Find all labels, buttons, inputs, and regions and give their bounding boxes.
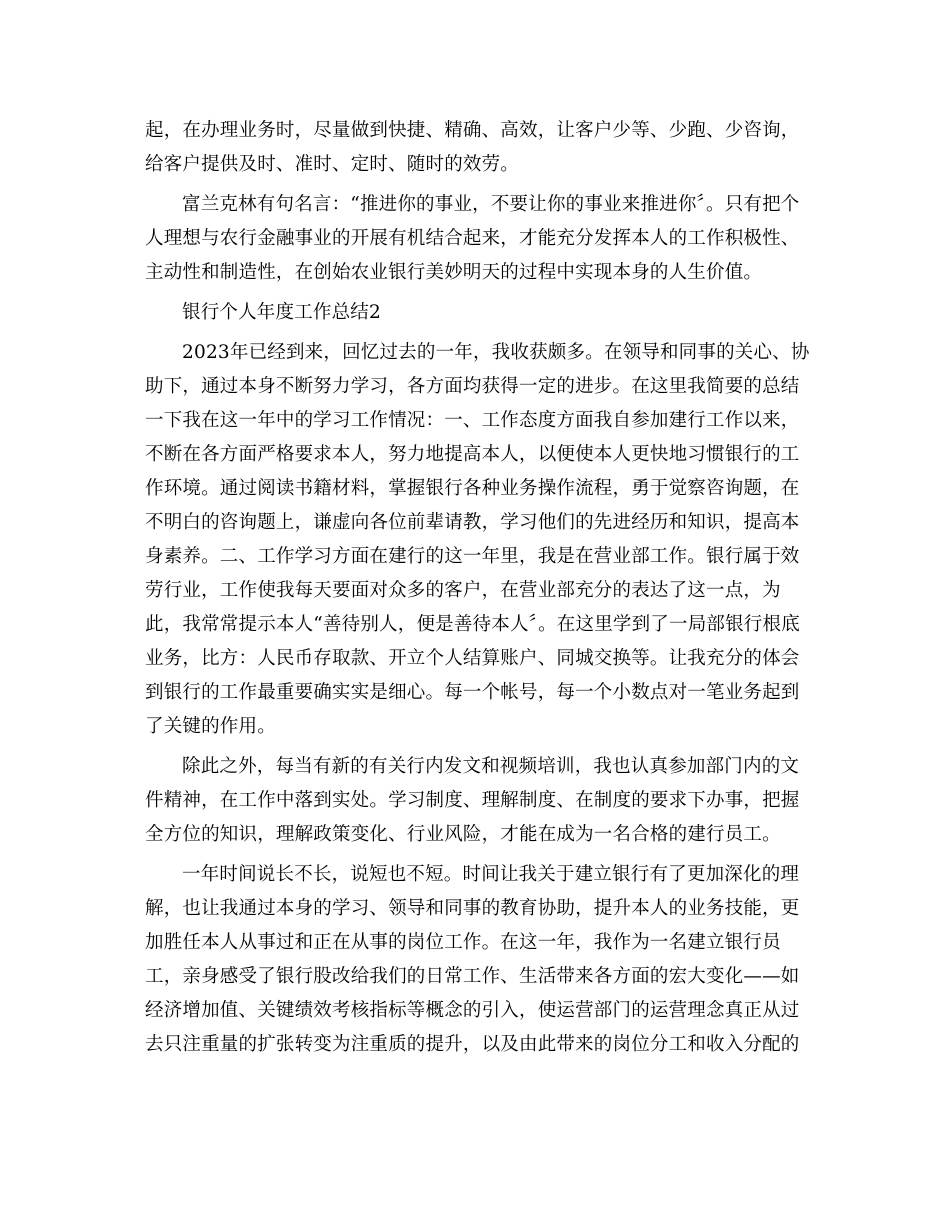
text-line: 全方位的知识，理解政策变化、行业风险，才能在成为一名合格的建行员工。 <box>145 824 781 845</box>
document-body <box>145 114 810 1062</box>
text-line: 不断在各方面严格要求本人，努力地提高本人，以便使本人更快地习惯银行的工 <box>145 444 800 465</box>
text-line: 人理想与农行金融事业的开展有机结合起来，才能充分发挥本人的工作积极性、 <box>145 228 800 249</box>
text-line: 了关键的作用。 <box>145 716 276 737</box>
text-line: 作环境。通过阅读书籍材料，掌握银行各种业务操作流程，勇于觉察咨询题，在 <box>145 478 800 499</box>
text-line: 件精神，在工作中落到实处。学习制度、理解制度、在制度的要求下办事，把握 <box>145 790 800 811</box>
text-line: 解，也让我通过本身的学习、领导和同事的教育协助，提升本人的业务技能，更 <box>145 898 800 919</box>
text-line: 主动性和制造性，在创始农业银行美妙明天的过程中实现本身的人生价值。 <box>145 262 763 283</box>
paragraph-start-line: 除此之外，每当有新的有关行内发文和视频培训，我也认真参加部门内的文 <box>182 756 800 777</box>
paragraph-start-line: 2023年已经到来，回忆过去的一年，我收获颇多。在领导和同事的关心、协 <box>182 342 810 363</box>
text-line: 给客户提供及时、准时、定时、随时的效劳。 <box>145 154 520 175</box>
text-line: 不明白的咨询题上，谦虚向各位前辈请教，学习他们的先进经历和知识，提高本 <box>145 512 800 533</box>
text-line: 此，我常常提示本人“善待别人，便是善待本人〞。在这里学到了一局部银行根底 <box>145 614 800 635</box>
section-heading: 银行个人年度工作总结2 <box>182 302 381 323</box>
text-line: 起，在办理业务时，尽量做到快捷、精确、高效，让客户少等、少跑、少咨询， <box>145 120 800 141</box>
text-line: 一下我在这一年中的学习工作情况：一、工作态度方面我自参加建行工作以来， <box>145 410 800 431</box>
text-line: 到银行的工作最重要确实实是细心。每一个帐号，每一个小数点对一笔业务起到 <box>145 682 800 703</box>
text-line: 助下，通过本身不断努力学习，各方面均获得一定的进步。在这里我简要的总结 <box>145 376 800 397</box>
text-line: 工，亲身感受了银行股改给我们的日常工作、生活带来各方面的宏大变化——如 <box>145 966 800 987</box>
text-line: 劳行业，工作使我每天要面对众多的客户，在营业部充分的表达了这一点，为 <box>145 580 781 601</box>
paragraph-start-line: 一年时间说长不长，说短也不短。时间让我关于建立银行有了更加深化的理 <box>182 864 800 885</box>
text-line: 身素养。二、工作学习方面在建行的这一年里，我是在营业部工作。银行属于效 <box>145 546 800 567</box>
text-line: 去只注重量的扩张转变为注重质的提升，以及由此带来的岗位分工和收入分配的 <box>145 1034 800 1055</box>
text-line: 加胜任本人从事过和正在从事的岗位工作。在这一年，我作为一名建立银行员 <box>145 932 781 953</box>
paragraph-start-line: 富兰克林有句名言：“推进你的事业，不要让你的事业来推进你〞。只有把个 <box>182 194 800 215</box>
text-line: 经济增加值、关键绩效考核指标等概念的引入，使运营部门的运营理念真正从过 <box>145 1000 800 1021</box>
text-line: 业务，比方：人民币存取款、开立个人结算账户、同城交换等。让我充分的体会 <box>145 648 800 669</box>
